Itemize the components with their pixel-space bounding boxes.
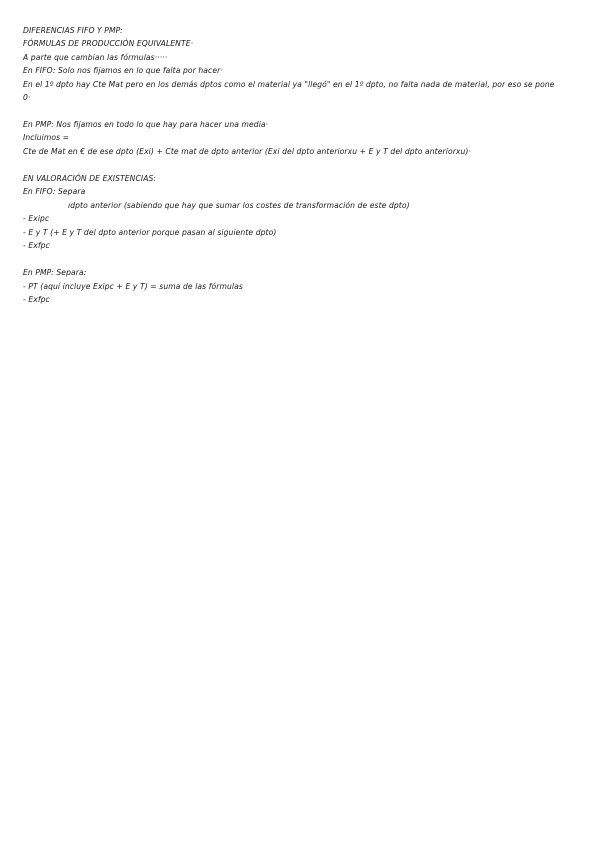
text-line: A parte que cambian las fórmulas····· (23, 53, 168, 62)
heading-diferencias: DIFERENCIAS FIFO Y PMP: (23, 26, 123, 35)
heading-valoracion: EN VALORACIÓN DE EXISTENCIAS: (23, 174, 157, 183)
text-line: En PMP: Nos fijamos en todo lo que hay para hacer una media· (23, 120, 269, 129)
text-line: En PMP: Separa: (23, 268, 87, 277)
text-line: En FIFO: Separa (23, 187, 86, 196)
list-item: - Exipc (23, 214, 50, 223)
list-item: - Exfpc (23, 241, 50, 250)
list-item: - Exfpc (23, 295, 50, 304)
list-item: - E y T (+ E y T del dpto anterior porque pasan al siguiente dpto) (23, 228, 277, 237)
heading-formulas: FÓRMULAS DE PRODUCCIÓN EQUIVALENTE· (23, 39, 194, 48)
text-line: ıdpto anterior (sabiendo que hay que sumar los costes de transformación de este dpto) (68, 201, 410, 210)
text-paragraph: En el 1º dpto hay Cte Mat pero en los demás dptos como el material ya "llegó" en el 1º dpto, no falta nada de material, por eso se pone 0· (23, 80, 555, 102)
list-item: - PT (aquí incluye Exipc + E y T) = suma de las fórmulas (23, 282, 243, 291)
text-line: Cte de Mat en € de ese dpto (Exi) + Cte mat de dpto anterior (Exi del dpto anteriorxu + E y T del dpto anteriorxu)· (23, 147, 471, 156)
text-line: En FIFO: Solo nos fijamos en lo que falta por hacer· (23, 66, 223, 75)
text-line: Incluimos = (23, 133, 70, 142)
